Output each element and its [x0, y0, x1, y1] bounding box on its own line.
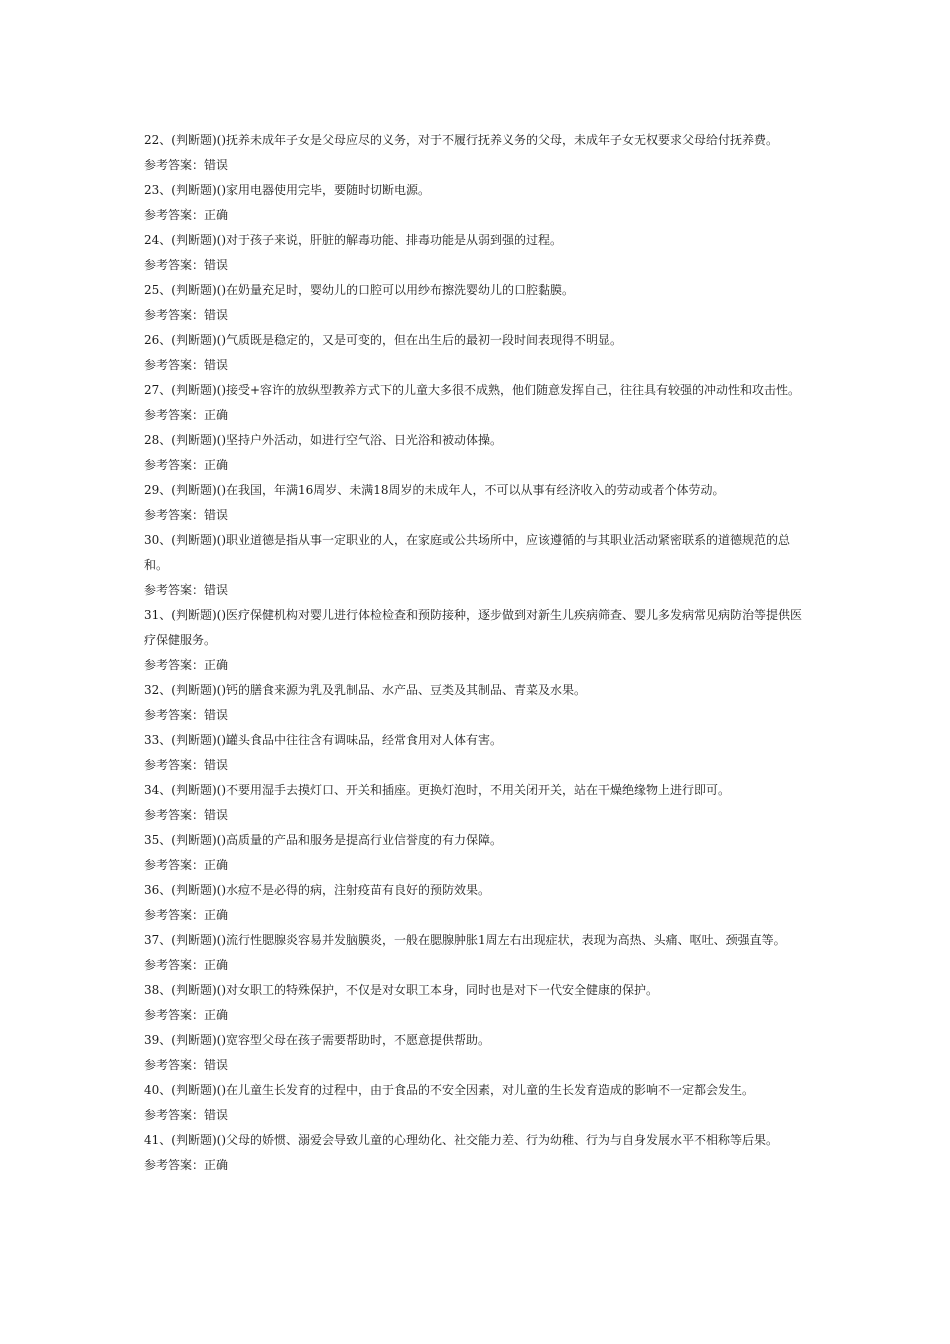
answer-line: [144, 253, 810, 278]
question-text: 22、(判断题)()抚养未成年子女是父母应尽的义务，对于不履行抚养义务的父母，未成年子女无权要求父母给付抚养费。: [144, 133, 779, 147]
answer-line: [144, 578, 810, 603]
answer-value: 正确: [204, 458, 229, 472]
question-text: 40、(判断题)()在儿童生长发育的过程中，由于食品的不安全因素，对儿童的生长发育造成的影响不一定都会发生。: [144, 1083, 755, 1097]
question-text: 24、(判断题)()对于孩子来说，肝脏的解毒功能、排毒功能是从弱到强的过程。: [144, 233, 562, 247]
answer-line: [144, 1053, 810, 1078]
answer-value: 正确: [204, 908, 229, 922]
answer-label: 参考答案：: [144, 958, 205, 972]
question-item: [144, 1028, 810, 1078]
answer-label: 参考答案：: [144, 908, 205, 922]
answer-label: 参考答案：: [144, 1008, 205, 1022]
question-item: [144, 478, 810, 528]
answer-value: 错误: [204, 708, 229, 722]
answer-label: 参考答案：: [144, 808, 205, 822]
answer-label: 参考答案：: [144, 708, 205, 722]
answer-line: [144, 403, 810, 428]
question-item: [144, 778, 810, 828]
answer-value: 正确: [204, 658, 229, 672]
answer-label: 参考答案：: [144, 458, 205, 472]
answer-value: 错误: [204, 508, 229, 522]
answer-line: [144, 453, 810, 478]
answer-value: 错误: [204, 358, 229, 372]
question-item: [144, 328, 810, 378]
answer-line: [144, 1003, 810, 1028]
answer-label: 参考答案：: [144, 358, 205, 372]
answer-value: 错误: [204, 258, 229, 272]
answer-label: 参考答案：: [144, 583, 205, 597]
answer-line: [144, 903, 810, 928]
answer-label: 参考答案：: [144, 858, 205, 872]
question-text: 25、(判断题)()在奶量充足时，婴幼儿的口腔可以用纱布擦洗婴幼儿的口腔黏膜。: [144, 283, 574, 297]
question-list: [144, 128, 810, 1178]
question-item: [144, 828, 810, 878]
question-item: [144, 228, 810, 278]
answer-value: 错误: [204, 808, 229, 822]
question-text: 39、(判断题)()宽容型父母在孩子需要帮助时，不愿意提供帮助。: [144, 1033, 490, 1047]
question-item: [144, 928, 810, 978]
answer-value: 错误: [204, 583, 229, 597]
answer-value: 正确: [204, 1158, 229, 1172]
answer-value: 正确: [204, 858, 229, 872]
answer-value: 正确: [204, 958, 229, 972]
answer-label: 参考答案：: [144, 658, 205, 672]
question-item: [144, 978, 810, 1028]
question-text: 36、(判断题)()水痘不是必得的病，注射疫苗有良好的预防效果。: [144, 883, 490, 897]
question-item: [144, 878, 810, 928]
answer-line: [144, 353, 810, 378]
answer-value: 正确: [204, 1008, 229, 1022]
answer-line: [144, 653, 810, 678]
answer-line: [144, 753, 810, 778]
answer-label: 参考答案：: [144, 1158, 205, 1172]
answer-label: 参考答案：: [144, 508, 205, 522]
answer-line: [144, 303, 810, 328]
question-item: [144, 1128, 810, 1178]
question-text: 35、(判断题)()高质量的产品和服务是提高行业信誉度的有力保障。: [144, 833, 502, 847]
answer-value: 错误: [204, 1108, 229, 1122]
answer-label: 参考答案：: [144, 158, 205, 172]
answer-value: 错误: [204, 158, 229, 172]
question-text: 23、(判断题)()家用电器使用完毕，要随时切断电源。: [144, 183, 430, 197]
question-item: [144, 178, 810, 228]
answer-line: [144, 803, 810, 828]
answer-line: [144, 953, 810, 978]
answer-line: [144, 153, 810, 178]
answer-label: 参考答案：: [144, 208, 205, 222]
question-item: [144, 428, 810, 478]
answer-value: 正确: [204, 208, 229, 222]
answer-line: [144, 703, 810, 728]
question-text: 34、(判断题)()不要用湿手去摸灯口、开关和插座。更换灯泡时，不用关闭开关，站在干燥绝缘物上进行即可。: [144, 783, 731, 797]
question-text: 41、(判断题)()父母的娇惯、溺爱会导致儿童的心理幼化、社交能力差、行为幼稚、行为与自身发展水平不相称等后果。: [144, 1133, 779, 1147]
question-item: [144, 278, 810, 328]
answer-line: [144, 203, 810, 228]
answer-line: [144, 853, 810, 878]
question-text: 26、(判断题)()气质既是稳定的，又是可变的，但在出生后的最初一段时间表现得不明显。: [144, 333, 622, 347]
answer-label: 参考答案：: [144, 308, 205, 322]
answer-value: 错误: [204, 1058, 229, 1072]
answer-line: [144, 1153, 810, 1178]
question-text: 27、(判断题)()接受+容许的放纵型教养方式下的儿童大多很不成熟，他们随意发挥自己，往往具有较强的冲动性和攻击性。: [144, 383, 801, 397]
answer-label: 参考答案：: [144, 1058, 205, 1072]
question-text: 33、(判断题)()罐头食品中往往含有调味品，经常食用对人体有害。: [144, 733, 502, 747]
question-item: [144, 128, 810, 178]
question-item: [144, 378, 810, 428]
question-text: 38、(判断题)()对女职工的特殊保护，不仅是对女职工本身，同时也是对下一代安全健康的保护。: [144, 983, 658, 997]
answer-value: 错误: [204, 758, 229, 772]
question-text: 31、(判断题)()医疗保健机构对婴儿进行体检检查和预防接种，逐步做到对新生儿疾病筛查、婴儿多发病常见病防治等提供医疗保健服务。: [144, 608, 803, 647]
question-text: 30、(判断题)()职业道德是指从事一定职业的人，在家庭或公共场所中，应该遵循的与其职业活动紧密联系的道德规范的总和。: [144, 533, 791, 572]
answer-label: 参考答案：: [144, 258, 205, 272]
question-item: [144, 678, 810, 728]
answer-value: 错误: [204, 308, 229, 322]
question-item: [144, 528, 810, 603]
answer-label: 参考答案：: [144, 1108, 205, 1122]
answer-label: 参考答案：: [144, 408, 205, 422]
answer-line: [144, 503, 810, 528]
question-item: [144, 728, 810, 778]
answer-label: 参考答案：: [144, 758, 205, 772]
question-text: 37、(判断题)()流行性腮腺炎容易并发脑膜炎，一般在腮腺肿胀1周左右出现症状，表现为高热、头痛、呕吐、颈强直等。: [144, 933, 786, 947]
answer-value: 正确: [204, 408, 229, 422]
question-text: 32、(判断题)()钙的膳食来源为乳及乳制品、水产品、豆类及其制品、青菜及水果。: [144, 683, 586, 697]
question-item: [144, 1078, 810, 1128]
answer-line: [144, 1103, 810, 1128]
question-text: 29、(判断题)()在我国，年满16周岁、未满18周岁的未成年人，不可以从事有经济收入的劳动或者个体劳动。: [144, 483, 725, 497]
question-item: [144, 603, 810, 678]
question-text: 28、(判断题)()坚持户外活动，如进行空气浴、日光浴和被动体操。: [144, 433, 502, 447]
